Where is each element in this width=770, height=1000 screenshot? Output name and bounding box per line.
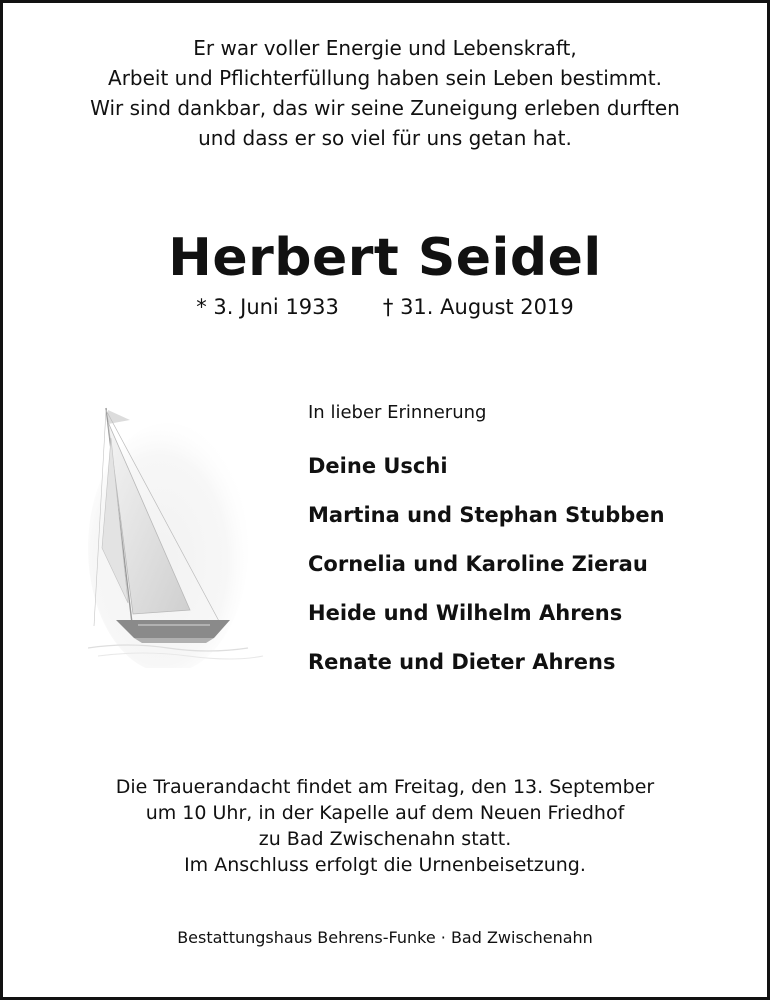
service-details (0, 774, 770, 878)
mourner-name: Deine Uschi (308, 454, 448, 478)
funeral-home-footer: Bestattungshaus Behrens-Funke · Bad Zwischenahn (177, 928, 593, 947)
service-line: Im Anschluss erfolgt die Urnenbeisetzung. (184, 854, 586, 876)
mourners-intro: In lieber Erinnerung (308, 402, 487, 423)
mourners-list (308, 396, 748, 687)
deceased-name: Herbert Seidel (168, 228, 602, 288)
service-line: Die Trauerandacht findet am Freitag, den 13. September (115, 776, 655, 798)
verse-line: und dass er so viel für uns getan hat. (198, 126, 572, 150)
mourner-name: Martina und Stephan Stubben (308, 503, 665, 527)
memorial-verse (0, 33, 770, 153)
mourner-name: Cornelia und Karoline Zierau (308, 552, 648, 576)
service-line: zu Bad Zwischenahn statt. (258, 828, 512, 850)
death-date: † 31. August 2019 (382, 295, 574, 319)
mourner-name: Renate und Dieter Ahrens (308, 650, 616, 674)
sailboat-icon (88, 398, 268, 668)
birth-date: * 3. Juni 1933 (196, 295, 339, 319)
verse-line: Wir sind dankbar, das wir seine Zuneigung erleben durften (90, 96, 680, 120)
service-line: um 10 Uhr, in der Kapelle auf dem Neuen Friedhof (145, 802, 625, 824)
life-dates (0, 292, 770, 322)
verse-line: Arbeit und Pflichterfüllung haben sein Leben bestimmt. (108, 66, 662, 90)
verse-line: Er war voller Energie und Lebenskraft, (193, 36, 577, 60)
mourner-name: Heide und Wilhelm Ahrens (308, 601, 623, 625)
